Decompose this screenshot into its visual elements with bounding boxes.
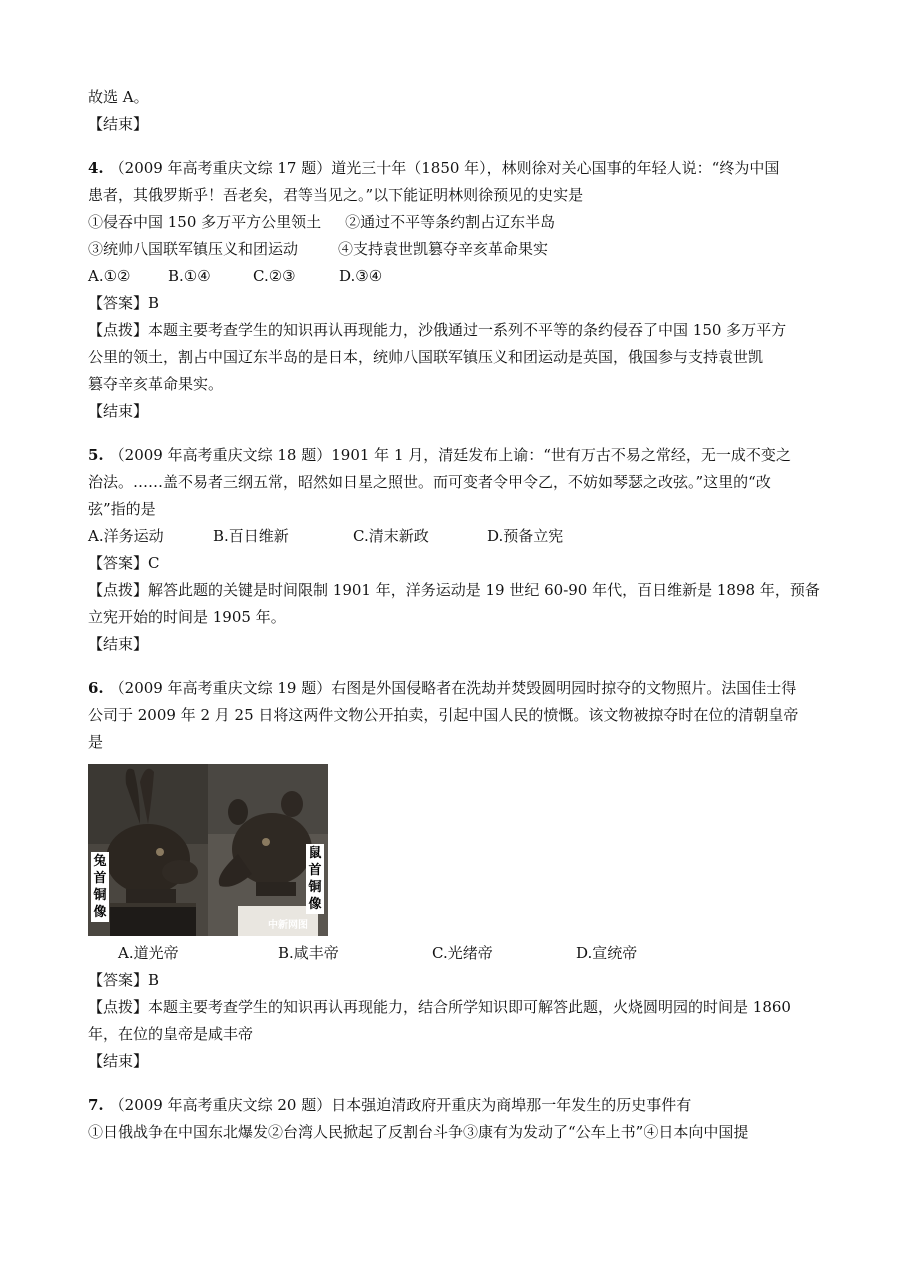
q5-line-2: 治法。……盖不易者三纲五常，昭然如日星之照世。而可变者令甲令乙，不妨如琴瑟之改弦。”这里的“改 xyxy=(88,473,771,491)
q4-hint-3: 篡夺辛亥革命果实。 xyxy=(88,375,224,393)
document-page xyxy=(88,84,828,1146)
q6-options xyxy=(88,940,828,967)
q6-line-3: 是 xyxy=(88,733,104,751)
q5-option-b: B.百日维新 xyxy=(213,527,289,545)
q5-option-d: D.预备立宪 xyxy=(487,527,564,545)
q4-options xyxy=(88,263,828,290)
q5-line-1: 5. （2009 年高考重庆文综 18 题）1901 年 1 月，清廷发布上谕：“世有万古不易之常经，无一成不变之 xyxy=(88,446,791,464)
intro-end: 【结束】 xyxy=(88,115,149,133)
bronze-heads-photo xyxy=(88,764,328,936)
q4-option-b: B.①④ xyxy=(168,267,211,285)
rat-caption: 鼠 首 铜 像 xyxy=(306,844,324,914)
q4-option-d: D.③④ xyxy=(339,267,383,285)
q6-line-2: 公司于 2009 年 2 月 25 日将这两件文物公开拍卖，引起中国人民的愤慨。该文物被掠夺时在位的清朝皇帝 xyxy=(88,706,799,724)
q5-option-a: A.洋务运动 xyxy=(88,527,164,545)
q6-option-c: C.光绪帝 xyxy=(432,944,493,962)
intro-line: 故选 A。 xyxy=(88,88,149,106)
rabbit-head-photo xyxy=(88,764,208,936)
q4-option-a: A.①② xyxy=(88,267,131,285)
q4-line-2: 患者，其俄罗斯乎！吾老矣，君等当见之。”以下能证明林则徐预见的史实是 xyxy=(88,186,584,204)
rat-head-photo xyxy=(208,764,328,936)
q4-option-c: C.②③ xyxy=(253,267,296,285)
q7-line-2: ①日俄战争在中国东北爆发②台湾人民掀起了反割台斗争③康有为发动了“公车上书”④日本向中国提 xyxy=(88,1123,749,1141)
q6-end: 【结束】 xyxy=(88,1052,149,1070)
q4-number: 4. xyxy=(88,159,104,177)
q5-line-3: 弦”指的是 xyxy=(88,500,156,518)
q4-items-row-2: ③统帅八国联军镇压义和团运动 ④支持袁世凯篡夺辛亥革命果实 xyxy=(88,240,549,258)
q5-end: 【结束】 xyxy=(88,635,149,653)
q6-option-b: B.咸丰帝 xyxy=(278,944,339,962)
q7-number: 7. xyxy=(88,1096,104,1114)
q5-hint-1: 【点拨】解答此题的关键是时间限制 1901 年，洋务运动是 19 世纪 60-90 年代，百日维新是 1898 年，预备 xyxy=(88,581,820,599)
q4-items-row-1: ①侵吞中国 150 多万平方公里领土 ②通过不平等条约割占辽东半岛 xyxy=(88,213,556,231)
q4-hint-2: 公里的领土，割占中国辽东半岛的是日本，统帅八国联军镇压义和团运动是英国，俄国参与支持袁世凯 xyxy=(88,348,764,366)
q6-hint-2: 年，在位的皇帝是咸丰帝 xyxy=(88,1025,254,1043)
rabbit-caption: 兔 首 铜 像 xyxy=(91,852,109,922)
q6-line-1: 6. （2009 年高考重庆文综 19 题）右图是外国侵略者在洗劫并焚毁圆明园时掠夺的文物照片。法国佳士得 xyxy=(88,679,797,697)
q5-options xyxy=(88,523,828,550)
q6-number: 6. xyxy=(88,679,104,697)
q6-option-d: D.宣统帝 xyxy=(576,944,638,962)
q4-hint-1: 【点拨】本题主要考查学生的知识再认再现能力，沙俄通过一系列不平等的条约侵吞了中国 150 多万平方 xyxy=(88,321,787,339)
q5-hint-2: 立宪开始的时间是 1905 年。 xyxy=(88,608,286,626)
q4-line-1: 4. （2009 年高考重庆文综 17 题）道光三十年（1850 年），林则徐对关心国事的年轻人说：“终为中国 xyxy=(88,159,780,177)
q6-option-a: A.道光帝 xyxy=(118,944,179,962)
q5-option-c: C.清末新政 xyxy=(353,527,429,545)
q5-answer: 【答案】C xyxy=(88,554,160,572)
q6-hint-1: 【点拨】本题主要考查学生的知识再认再现能力，结合所学知识即可解答此题，火烧圆明园的时间是 1860 xyxy=(88,998,791,1016)
photo-watermark: 中新网图 xyxy=(268,920,308,931)
q6-answer: 【答案】B xyxy=(88,971,160,989)
q4-end: 【结束】 xyxy=(88,402,149,420)
q5-number: 5. xyxy=(88,446,104,464)
q4-answer: 【答案】B xyxy=(88,294,160,312)
q7-line-1: 7. （2009 年高考重庆文综 20 题）日本强迫清政府开重庆为商埠那一年发生的历史事件有 xyxy=(88,1096,692,1114)
